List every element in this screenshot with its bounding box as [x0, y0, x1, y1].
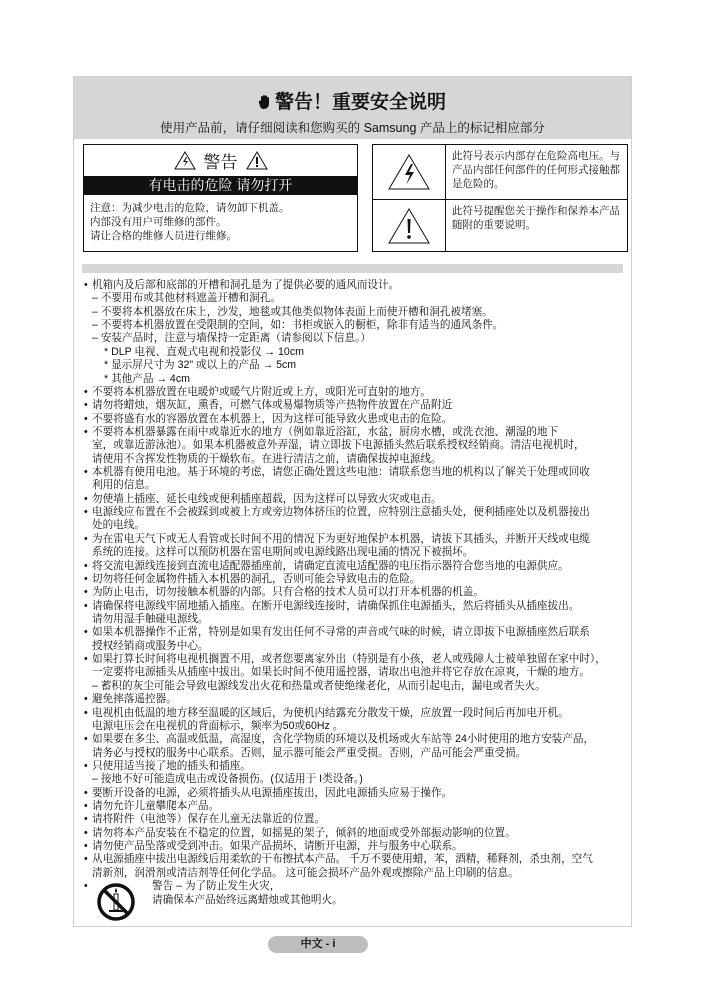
bullet-marker: •: [84, 706, 88, 719]
line-text: 本机器有使用电池。基于环境的考虑，请您正确处置这些电池：请联系您当地的机构以了解关于处理或回收: [92, 466, 590, 479]
divider-bar: [82, 264, 623, 273]
list-item: [84, 413, 624, 426]
list-line: [84, 479, 624, 492]
line-text: 如果要在多尘、高温或低温，高湿度，含化学物质的环境以及机场或火车站等 24小时使用的地方安装产品，: [92, 733, 595, 746]
line-text: 为在雷电天气下或无人看管或长时间不用的情况下为更好地保护本机器，请拔下其插头，并断开天线或电缆: [92, 532, 590, 545]
bullet-marker: •: [84, 800, 88, 813]
bullet-marker: •: [84, 425, 88, 438]
list-line: [84, 894, 624, 907]
line-text: 只使用适当接了地的插头和插座。: [92, 759, 251, 772]
list-line: [84, 546, 624, 559]
symbol-row-exclamation: [373, 200, 627, 251]
line-text: 不要将本机器放置在电暖炉或暖气片附近或上方，或阳光可直射的地方。: [92, 385, 431, 398]
high-voltage-icon: [387, 153, 431, 191]
hand-stop-icon: [259, 94, 271, 110]
line-text: 清新剂，润滑剂或清洁剂等任何化学品。 这可能会损坏产品外观或擦除产品上印刷的信息。: [92, 866, 519, 879]
list-item: [84, 733, 624, 746]
list-item: [84, 827, 624, 840]
list-item: [84, 653, 624, 666]
line-text: 为防止电击，切勿接触本机器的内部。只有合格的技术人员可以打开本机器的机盖。: [92, 586, 484, 599]
bullet-marker: •: [84, 506, 88, 519]
list-line: [84, 613, 624, 626]
line-text: – 安装产品时，注意与墙保持一定距离（请参阅以下信息。）: [92, 332, 371, 345]
list-line: [84, 867, 624, 880]
list-line: [84, 747, 624, 760]
bullet-marker: •: [84, 826, 88, 839]
caution-warning-row: [84, 145, 357, 176]
line-text: 从电源插座中拔出电源线后用柔软的干布擦拭本产品。 千万不要使用蜡，苯，酒精，稀释剂，杀虫剂，空气: [92, 853, 593, 866]
list-item: [84, 506, 624, 519]
line-text: 电视机由低温的地方移至温暖的区域后，为使机内结露充分散发干燥，应放置一段时间后再加电开机。: [92, 706, 569, 719]
line-text: – 不要将本机器放在床上，沙发，地毯或其他类似物体表面上而使开槽和洞孔被堵塞。: [92, 305, 493, 318]
line-text: * DLP 电视、直观式电视和投影仪 → 10cm: [104, 345, 304, 358]
line-text: * 其他产品 → 4cm: [104, 372, 190, 385]
bullet-marker: •: [84, 693, 88, 706]
list-item: [84, 600, 624, 613]
list-line: [84, 720, 624, 733]
list-line: [84, 306, 624, 319]
list-item: [84, 840, 624, 853]
exclamation-icon: [387, 207, 431, 245]
bullet-marker: •: [84, 492, 88, 505]
list-item: [84, 573, 624, 586]
line-text: 如果本机器操作不正常，特别是如果有发出任何不寻常的声音或气味的时候，请立即拔下电源插座然后联系: [92, 626, 590, 639]
list-line: [84, 640, 624, 653]
list-line: [84, 359, 624, 372]
bullet-marker: •: [84, 279, 88, 291]
list-line: [84, 453, 624, 466]
line-text: 请使用不含挥发性物质的干燥软布。在进行清洁之前，请确保拔掉电源线。: [92, 452, 442, 465]
line-text: 请务必与授权的服务中心联系。否则，显示器可能会严重受损。否则，产品可能会严重受损。: [92, 746, 527, 759]
line-text: 处的电线。: [92, 519, 145, 532]
bullet-marker: •: [84, 653, 88, 666]
list-line: [84, 332, 624, 345]
bullet-marker: •: [84, 880, 88, 893]
line-text: 请将附件（电池等）保存在儿童无法靠近的位置。: [92, 813, 326, 826]
line-text: 请确保将电源线牢固地插入插座。在断开电源线连接时，请确保抓住电源插头，然后将插头从插座拔出。: [92, 599, 580, 612]
list-item: [84, 693, 624, 706]
bullet-marker: •: [84, 572, 88, 585]
list-item: [84, 626, 624, 639]
bullet-marker: •: [84, 559, 88, 572]
list-item: [84, 800, 624, 813]
line-text: 勿使墙上插座、延长电线或便利插座超载，因为这样可以导致火灾或电击。: [92, 492, 442, 505]
list-line: [84, 319, 624, 332]
symbol-box: [372, 144, 628, 252]
high-voltage-icon: [174, 151, 196, 170]
list-item: [84, 466, 624, 479]
bullet-marker: •: [84, 813, 88, 826]
caution-note: [84, 195, 357, 243]
line-text: 请勿用湿手触碰电源线。: [92, 612, 209, 625]
list-item: [84, 386, 624, 399]
line-text: 室，或靠近游泳池）。如果本机器被意外弄湿，请立即拔下电源插头然后联系授权经销商。清洁电视机时，: [92, 439, 585, 452]
line-text: 要断开设备的电源，必须将插头从电源插座拔出，因此电源插头应易于操作。: [92, 786, 453, 799]
line-text: 请确保本产品始终远离蜡烛或其他明火。: [152, 893, 343, 906]
list-line: [84, 519, 624, 532]
line-text: 机箱内及后部和底部的开槽和洞孔是为了提供必要的通风而设计。: [92, 279, 400, 291]
page-number: 中文 - i: [268, 936, 368, 953]
list-item: [84, 493, 624, 506]
line-text: – 蓄积的灰尘可能会导致电源线发出火花和热量或者使绝缘老化，从而引起电击，漏电或者失火。: [92, 679, 546, 692]
line-text: 不要将盛有水的容器放置在本机器上，因为这样可能导致火患或电击的危险。: [92, 412, 453, 425]
bullet-marker: •: [84, 853, 88, 866]
note-line: 请让合格的维修人员进行维修。: [90, 230, 237, 242]
header-band: [74, 77, 631, 139]
note-line: 内部没有用户可维修的部件。: [90, 216, 227, 228]
line-text: 切勿将任何金属物件插入本机器的洞孔，否则可能会导致电击的危险。: [92, 572, 421, 585]
exclamation-description: 此符号提醒您关于操作和保养本产品随附的重要说明。: [452, 205, 620, 231]
bullet-marker: •: [84, 759, 88, 772]
list-line: [84, 773, 624, 786]
line-text: 系统的连接。这样可以预防机器在雷电期间或电源线路出现电涌的情况下被损坏。: [92, 546, 474, 559]
list-item: [84, 853, 624, 866]
list-item: [84, 279, 624, 292]
line-text: – 接地不好可能造成电击或设备损伤。(仅适用于 I类设备。): [92, 773, 363, 786]
list-item: [84, 399, 624, 412]
list-item: [84, 880, 624, 893]
line-text: 如果打算长时间将电视机搁置不用，或者您要离家外出（特别是有小孩，老人或残障人士被单独留在家中时），: [92, 653, 606, 666]
caution-warning-label: 警告: [203, 153, 238, 172]
bullet-marker: •: [84, 532, 88, 545]
page-subtitle: 使用产品前，请仔细阅读和您购买的 Samsung 产品上的标记相应部分: [160, 121, 545, 135]
danger-band: 有电击的危险 请勿打开: [84, 176, 357, 195]
bullet-marker: •: [84, 733, 88, 746]
line-text: 请勿将本产品安装在不稳定的位置，如摇晃的架子，倾斜的地面或受外部振动影响的位置。: [92, 826, 516, 839]
list-item: [84, 813, 624, 826]
bullet-marker: •: [84, 840, 88, 853]
line-text: 利用的信息。: [92, 479, 156, 492]
bullet-marker: •: [84, 599, 88, 612]
line-text: – 不要将本机器放置在受限制的空间，如：书柜或嵌入的橱柜，除非有适当的通风条件。: [92, 319, 504, 332]
list-line: [84, 439, 624, 452]
line-text: 请勿允许儿童攀爬本产品。: [92, 800, 220, 813]
bullet-marker: •: [84, 586, 88, 599]
list-item: [84, 586, 624, 599]
safety-page: [73, 76, 632, 927]
line-text: 授权经销商或服务中心。: [92, 639, 209, 652]
list-item: [84, 787, 624, 800]
list-line: [84, 292, 624, 305]
line-text: * 显示屏尺寸为 32" 或以上的产品 → 5cm: [104, 359, 297, 372]
line-text: 警告 – 为了防止发生火灾，: [152, 880, 281, 893]
line-text: 请勿将蜡烛，烟灰缸，熏香，可燃气体或易爆物质等产热物件放置在产品附近: [92, 399, 453, 412]
list-line: [84, 666, 624, 679]
list-line: [84, 680, 624, 693]
line-text: 将交流电源线连接到直流电适配器插座前，请确定直流电适配器的电压指示器符合您当地的电源供应。: [92, 559, 569, 572]
line-text: 电源线应布置在不会被踩到或被上方或旁边物体挤压的位置，应特别注意插头处，便利插座处以及机器接出: [92, 506, 590, 519]
note-line: 注意：为减少电击的危险，请勿卸下机盖。: [90, 202, 290, 214]
page-title: [74, 87, 631, 114]
voltage-description: 此符号表示内部存在危险高电压。与产品内部任何部件的任何形式接触都是危险的。: [452, 150, 620, 190]
bullet-marker: •: [84, 466, 88, 479]
line-text: 避免摔落遥控器。: [92, 693, 177, 706]
list-line: [84, 346, 624, 359]
list-item: [84, 533, 624, 546]
bullet-marker: •: [84, 385, 88, 398]
line-text: 一定要将电源插头从插座中拔出。如果长时间不使用遥控器，请取出电池并将它存放在凉爽，干燥的地方。: [92, 666, 590, 679]
list-item: [84, 707, 624, 720]
line-text: 电源电压会在电视机的背面标示，频率为50或60Hz 。: [92, 719, 344, 732]
title-text: 警告！重要安全说明: [274, 92, 446, 113]
list-item: [84, 760, 624, 773]
bullet-marker: •: [84, 412, 88, 425]
line-text: 不要将本机器暴露在雨中或靠近水的地方（例如靠近浴缸，水盆，厨房水槽，或洗衣池、潮湿的地下: [92, 425, 559, 438]
list-item: [84, 426, 624, 439]
caution-box: [83, 144, 358, 252]
list-item: [84, 560, 624, 573]
exclamation-icon: [246, 151, 268, 170]
bullet-marker: •: [84, 626, 88, 639]
line-text: – 不要用布或其他材料遮盖开槽和洞孔。: [92, 292, 281, 305]
bullet-marker: •: [84, 399, 88, 412]
symbol-row-voltage: [373, 145, 627, 200]
line-text: 请勿使产品坠落或受到冲击。如果产品损坏，请断开电源，并与服务中心联系。: [92, 840, 463, 853]
list-line: [84, 373, 624, 386]
safety-instructions: [84, 279, 624, 907]
bullet-marker: •: [84, 786, 88, 799]
